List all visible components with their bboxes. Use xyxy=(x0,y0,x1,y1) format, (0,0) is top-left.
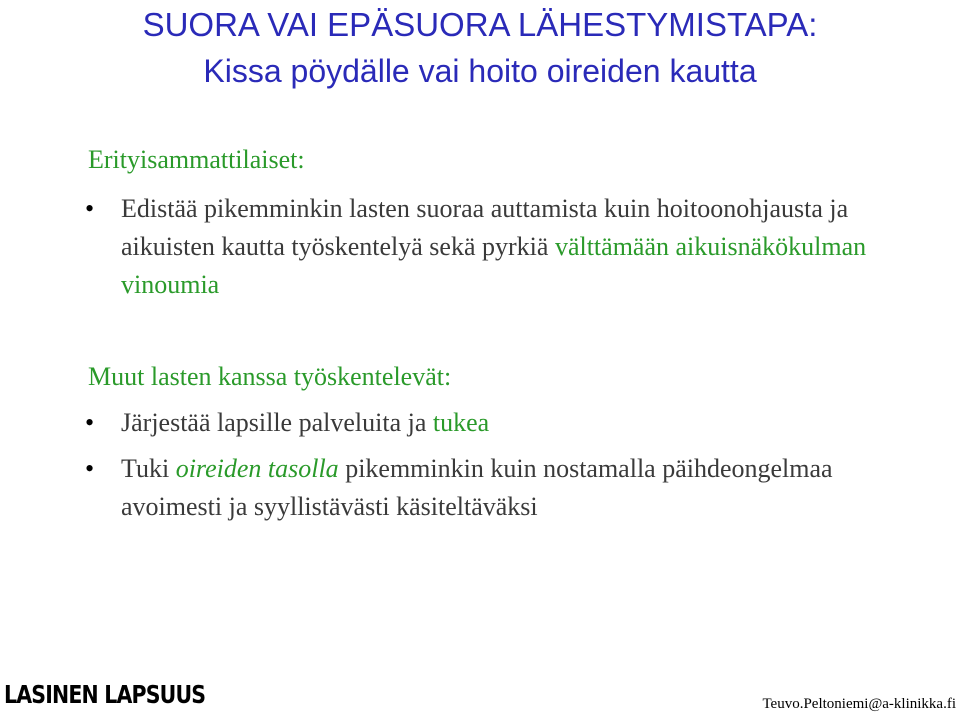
section-heading-others: Muut lasten kanssa työskentelevät: xyxy=(88,362,452,391)
bullet-text-part: Tuki xyxy=(121,454,176,483)
bullet-text-highlight: välttämään aikuisnäkökulman vinoumia xyxy=(121,232,867,299)
list-item-others-1 xyxy=(85,404,935,442)
list-item-specialists-1 xyxy=(85,190,935,304)
bullet-text-highlight: tukea xyxy=(432,408,490,437)
bullet-text-part: Edistää pikemminkin lasten suoraa auttamista kuin hoitoonohjausta ja aikuisten kautta työskentelyä sekä pyrkiä xyxy=(121,194,849,261)
bullet-text-part: Järjestää lapsille palveluita ja xyxy=(121,408,433,437)
bullet-text xyxy=(121,450,935,526)
bullet-icon: • xyxy=(85,408,95,437)
lasinen-lapsuus-logo: LASINEN LAPSUUS xyxy=(4,680,206,709)
slide-title: SUORA VAI EPÄSUORA LÄHESTYMISTAPA: xyxy=(142,6,818,43)
list-item-others-2 xyxy=(85,450,935,526)
bullet-icon: • xyxy=(85,454,95,483)
slide-subtitle: Kissa pöydälle vai hoito oireiden kautta xyxy=(203,53,757,89)
bullet-text xyxy=(121,404,935,442)
footer-email: Teuvo.Peltoniemi@a-klinikka.fi xyxy=(762,696,956,712)
bullet-icon: • xyxy=(85,194,95,223)
bullet-text-highlight: oireiden tasolla xyxy=(175,454,339,483)
bullet-text-part: pikemminkin kuin nostamalla päihdeongelmaa avoimesti ja syyllistävästi käsiteltäväksi xyxy=(121,454,833,521)
section-heading-specialists: Erityisammattilaiset: xyxy=(88,145,305,174)
bullet-text xyxy=(121,190,935,304)
